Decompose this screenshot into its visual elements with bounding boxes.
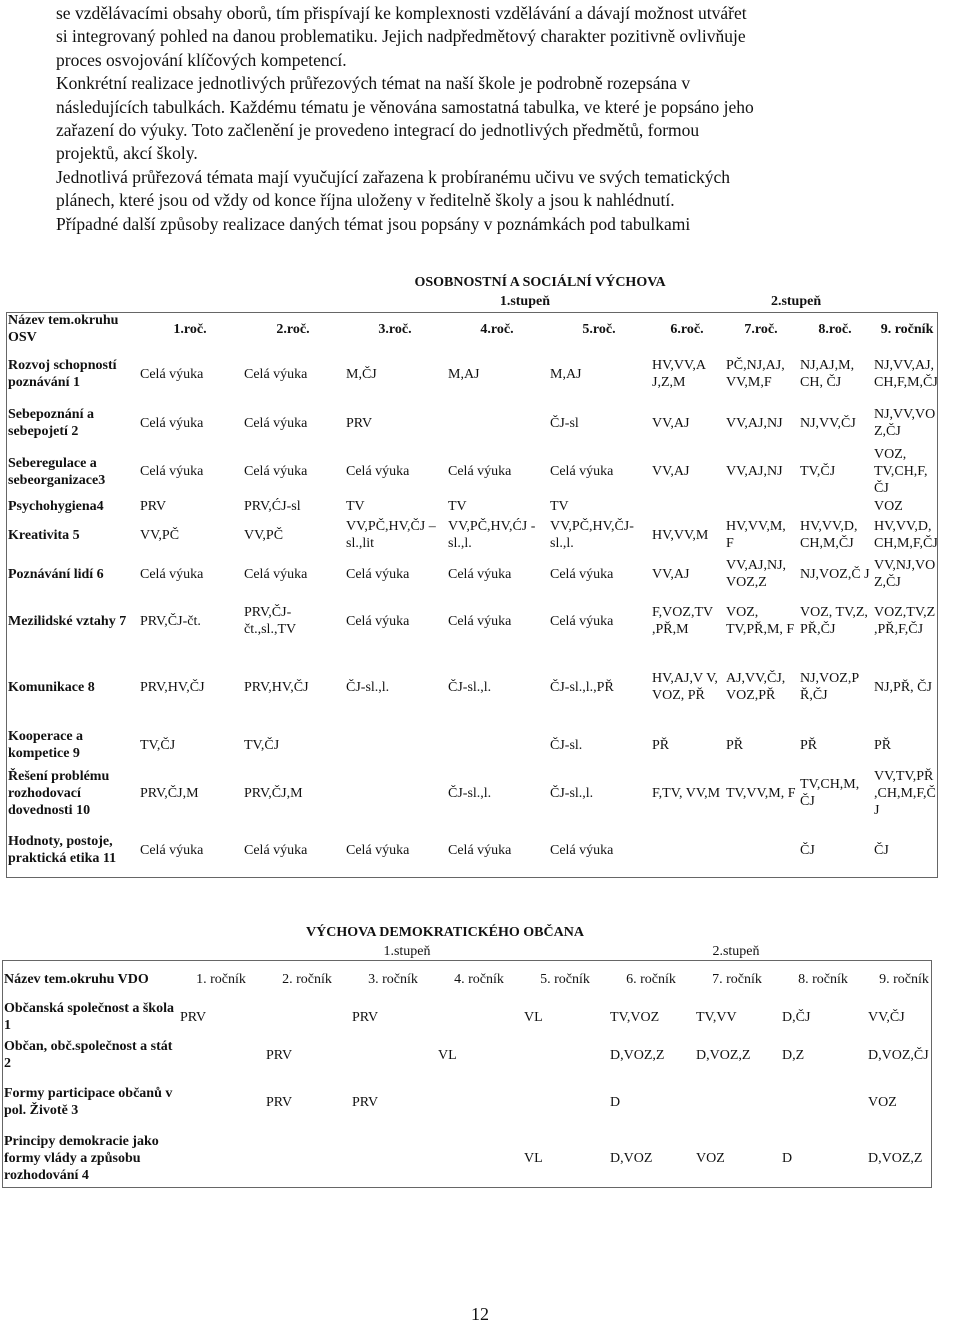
- osv-topic-name: Psychohygiena4: [8, 498, 104, 514]
- vdo-year-header: 7. ročník: [712, 971, 762, 987]
- osv-cell: Celá výuka: [140, 366, 204, 382]
- intro-line: projektů, akcí školy.: [56, 143, 198, 164]
- vdo-year-header: 2. ročník: [282, 971, 332, 987]
- osv-topic-name: Sebepoznání a sebepojetí 2: [8, 407, 94, 439]
- vdo-table-frame: [2, 960, 932, 1188]
- vdo-topic-name: Občanská společnost a škola 1: [4, 1001, 174, 1033]
- osv-cell: TV,ČJ: [140, 737, 176, 753]
- osv-cell: VV,TV,PŘ ,CH,M,F,Č J: [874, 768, 936, 818]
- osv-topic-name: Mezilidské vztahy 7: [8, 613, 127, 629]
- vdo-year-header: 8. ročník: [798, 971, 848, 987]
- osv-cell: Celá výuka: [550, 842, 614, 858]
- vdo-cell: PRV: [180, 1009, 207, 1025]
- osv-cell: NJ,VOZ,Č J: [800, 566, 870, 582]
- osv-cell: Celá výuka: [244, 415, 308, 431]
- osv-cell: ČJ-sl.,l.,PŘ: [550, 679, 614, 695]
- osv-cell: PRV,HV,ČJ: [140, 679, 205, 695]
- osv-year-header: 4.roč.: [480, 321, 514, 337]
- osv-cell: ČJ-sl.,l.: [448, 679, 492, 695]
- osv-cell: Celá výuka: [140, 842, 204, 858]
- osv-year-header: 8.roč.: [818, 321, 852, 337]
- vdo-cell: PRV: [266, 1094, 293, 1110]
- vdo-cell: VOZ: [696, 1150, 725, 1166]
- intro-line: se vzdělávacími obsahy oborů, tím přispívají ke komplexnosti vzdělávání a dávají možnost utvářet: [56, 3, 747, 23]
- osv-cell: TV,VV,M, F: [726, 785, 796, 801]
- osv-cell: NJ,PŘ, ČJ: [874, 679, 932, 695]
- osv-cell: VV,PČ,HV,ČJ – sl.,lit: [346, 519, 436, 551]
- vdo-cell: D,VOZ,Z: [610, 1047, 665, 1063]
- osv-cell: PRV,ČJ,M: [140, 785, 199, 801]
- osv-cell: Celá výuka: [346, 566, 410, 582]
- osv-year-header: 9. ročník: [880, 321, 934, 337]
- osv-cell: VV,AJ,NJ: [726, 464, 783, 479]
- osv-cell: PRV: [346, 415, 373, 431]
- osv-cell: TV,ČJ: [244, 737, 280, 753]
- osv-cell: NJ,VV,VO Z,ČJ: [874, 407, 936, 439]
- osv-cell: Celá výuka: [550, 464, 614, 479]
- osv-cell: Celá výuka: [448, 566, 512, 582]
- osv-cell: PŘ: [652, 737, 670, 753]
- osv-cell: M,AJ: [550, 366, 582, 382]
- osv-cell: Celá výuka: [448, 464, 512, 479]
- intro-line: následujících tabulkách. Každému tématu je věnována samostatná tabulka, ve které je popsáno jeho: [56, 96, 754, 117]
- osv-title: OSOBNOSTNÍ A SOCIÁLNÍ VÝCHOVA: [414, 274, 666, 290]
- osv-cell: ČJ-sl.,l.: [550, 785, 594, 801]
- osv-cell: VV,AJ: [652, 415, 690, 431]
- osv-stage1: 1.stupeň: [499, 293, 550, 309]
- osv-cell: PŘ: [874, 737, 892, 753]
- vdo-year-header: 3. ročník: [368, 971, 418, 987]
- vdo-cell: VOZ: [868, 1094, 897, 1110]
- osv-cell: HV,VV,M: [652, 527, 709, 543]
- osv-cell: F,TV, VV,M: [652, 785, 721, 801]
- intro-text: [56, 2, 936, 236]
- vdo-topic-name: Občan, obč.společnost a stát 2: [4, 1039, 173, 1071]
- vdo-cell: VV,ČJ: [868, 1009, 905, 1025]
- osv-cell: HV,VV,M, F: [726, 519, 786, 551]
- osv-cell: VOZ, TV,PŘ,M, F: [726, 605, 795, 637]
- intro-line: plánech, které jsou od vždy od konce října uloženy v ředitelně školy a jsou k nahlédnutí.: [56, 190, 675, 211]
- osv-year-header: 3.roč.: [378, 321, 412, 337]
- osv-cell: Celá výuka: [550, 566, 614, 582]
- vdo-cell: TV,VOZ: [610, 1009, 660, 1025]
- osv-cell: HV,AJ,V V, VOZ, PŘ: [652, 671, 718, 703]
- osv-cell: Celá výuka: [244, 366, 308, 382]
- osv-cell: VV,PČ,HV,ĆJ -sl.,l.: [448, 519, 536, 551]
- osv-cell: PŘ: [726, 737, 744, 753]
- osv-cell: TV: [550, 498, 569, 514]
- vdo-cell: D,Z: [782, 1047, 805, 1063]
- osv-cell: VV,PČ,HV,ČJ-sl.,l.: [550, 519, 634, 551]
- intro-line: Konkrétní realizace jednotlivých průřezových témat na naší škole je podrobně rozepsána v: [56, 73, 691, 94]
- osv-cell: PRV,HV,ČJ: [244, 679, 309, 695]
- vdo-cell: PRV: [352, 1094, 379, 1110]
- vdo-topic-name: Principy demokracie jako formy vlády a způsobu rozhodování 4: [4, 1133, 159, 1183]
- osv-cell: Celá výuka: [140, 415, 204, 431]
- osv-cell: ČJ-sl.,l.: [346, 679, 390, 695]
- intro-line: proces osvojování klíčových kompetencí.: [56, 49, 347, 70]
- vdo-cell: PRV: [352, 1009, 379, 1025]
- vdo-cell: D,VOZ,Z: [868, 1150, 923, 1166]
- osv-year-header: 2.roč.: [276, 321, 310, 337]
- vdo-cell: D,VOZ,ČJ: [868, 1047, 929, 1063]
- osv-cell: Celá výuka: [244, 566, 308, 582]
- intro-line: Jednotlivá průřezová témata mají vyučující zařazena k probíranému učivu ve svých tematických: [56, 166, 730, 187]
- osv-topic-name: Rozvoj schopností poznávání 1: [8, 358, 117, 390]
- osv-cell: Celá výuka: [244, 842, 308, 858]
- osv-stage2: 2.stupeň: [770, 293, 822, 309]
- vdo-stage2: 2.stupeň: [712, 943, 760, 959]
- osv-topic-name: Poznávání lidí 6: [8, 566, 104, 582]
- osv-cell: Celá výuka: [550, 613, 614, 629]
- osv-cell: F,VOZ,TV ,PŘ,M: [652, 605, 713, 637]
- osv-cell: VOZ,TV,Z ,PŘ,F,ČJ: [874, 605, 936, 637]
- osv-cell: Celá výuka: [140, 566, 204, 582]
- osv-cell: ČJ: [874, 842, 889, 858]
- osv-cell: Celá výuka: [448, 842, 512, 858]
- osv-cell: NJ,VV,AJ, CH,F,M,ČJ: [874, 358, 938, 390]
- vdo-year-header: 6. ročník: [626, 971, 676, 987]
- osv-table-frame: [6, 312, 938, 878]
- osv-cell: VV,AJ: [652, 464, 690, 479]
- osv-topic-name: Kooperace a kompetice 9: [8, 729, 84, 761]
- osv-cell: TV: [448, 498, 467, 514]
- osv-year-header: 6.roč.: [670, 321, 704, 337]
- vdo-cell: PRV: [266, 1047, 293, 1063]
- osv-cell: TV,CH,M, ČJ: [800, 777, 860, 809]
- vdo-cell: D: [610, 1094, 621, 1110]
- vdo-stage1: 1.stupeň: [383, 943, 431, 959]
- osv-cell: VOZ, TV,CH,F, ČJ: [874, 447, 928, 496]
- osv-cell: VV,PČ: [244, 527, 284, 543]
- vdo-year-header: 5. ročník: [540, 971, 590, 987]
- vdo-cell: D: [782, 1150, 793, 1166]
- osv-cell: ČJ-sl: [550, 415, 579, 431]
- osv-name-header: Název tem.okruhu OSV: [8, 313, 119, 345]
- osv-cell: NJ,AJ,M, CH, ČJ: [800, 358, 855, 390]
- osv-cell: M,AJ: [448, 366, 480, 382]
- osv-cell: Celá výuka: [346, 842, 410, 858]
- vdo-cell: D,VOZ: [610, 1150, 653, 1166]
- osv-year-header: 5.roč.: [582, 321, 616, 337]
- osv-cell: M,ČJ: [346, 366, 377, 382]
- osv-cell: PRV,ĆJ-sl: [244, 498, 301, 514]
- osv-topic-name: Hodnoty, postoje, praktická etika 11: [8, 834, 117, 866]
- osv-cell: HV,VV,D, CH,M,F,ČJ: [874, 519, 938, 551]
- osv-cell: Celá výuka: [346, 613, 410, 629]
- osv-cell: VV,AJ,NJ, VOZ,Z: [726, 558, 787, 590]
- vdo-year-header: 9. ročník: [879, 971, 929, 987]
- osv-cell: PRV: [140, 498, 167, 514]
- vdo-cell: VL: [524, 1150, 543, 1166]
- osv-cell: PRV,ČJ,M: [244, 785, 303, 801]
- osv-cell: VV,AJ,NJ: [726, 415, 783, 431]
- osv-cell: Celá výuka: [448, 613, 512, 629]
- osv-cell: VOZ: [874, 498, 903, 514]
- osv-cell: VV,NJ,VO Z,ČJ: [874, 558, 936, 590]
- osv-topic-name: Seberegulace a sebeorganizace3: [8, 455, 106, 488]
- osv-cell: Celá výuka: [346, 464, 410, 479]
- vdo-cell: TV,VV: [696, 1009, 737, 1025]
- osv-year-header: 1.roč.: [173, 321, 207, 337]
- vdo-cell: D,VOZ,Z: [696, 1047, 751, 1063]
- osv-cell: PRV,ČJ-čt.,sl.,TV: [244, 605, 297, 637]
- osv-topic-name: Řešení problému rozhodovací dovednosti 10: [8, 768, 110, 818]
- vdo-year-header: 4. ročník: [454, 971, 504, 987]
- vdo-name-header: Název tem.okruhu VDO: [4, 971, 149, 987]
- vdo-cell: VL: [438, 1047, 457, 1063]
- intro-line: Případné další způsoby realizace daných témat jsou popsány v poznámkách pod tabulkami: [56, 213, 691, 234]
- vdo-cell: VL: [524, 1009, 543, 1025]
- osv-cell: ČJ-sl.,l.: [448, 785, 492, 801]
- osv-cell: VV,PČ: [140, 527, 180, 543]
- osv-cell: ČJ-sl.: [550, 737, 583, 753]
- osv-cell: HV,VV,A J,Z,M: [652, 358, 706, 390]
- page-number: 12: [471, 1304, 489, 1324]
- vdo-cell: D,ČJ: [782, 1009, 811, 1025]
- osv-cell: PČ,NJ,AJ, VV,M,F: [726, 358, 785, 390]
- vdo-year-header: 1. ročník: [196, 971, 246, 987]
- osv-cell: AJ,VV,ČJ, VOZ,PŘ: [726, 671, 786, 703]
- vdo-topic-name: Formy participace občanů v pol. Životě 3: [4, 1086, 173, 1118]
- osv-cell: Celá výuka: [244, 464, 308, 479]
- osv-cell: PRV,ČJ-čt.: [140, 613, 201, 629]
- osv-cell: NJ,VOZ,P Ř,ČJ: [800, 671, 859, 703]
- osv-cell: TV: [346, 498, 365, 514]
- osv-cell: TV,ČJ: [800, 464, 836, 479]
- intro-line: zařazení do výuky. Toto začlenění je provedeno integrací do jednotlivých předmětů, formou: [56, 120, 700, 141]
- osv-cell: NJ,VV,ČJ: [800, 415, 856, 431]
- osv-year-header: 7.roč.: [744, 321, 778, 337]
- osv-cell: Celá výuka: [140, 464, 204, 479]
- osv-cell: ČJ: [800, 842, 815, 858]
- osv-topic-name: Komunikace 8: [8, 679, 95, 695]
- osv-cell: VV,AJ: [652, 566, 690, 582]
- osv-topic-name: Kreativita 5: [8, 527, 80, 543]
- osv-cell: PŘ: [800, 737, 818, 753]
- intro-line: si integrovaný pohled na danou problematiku. Jejich nadpředmětový charakter pozitivně ovlivňuje: [56, 26, 746, 47]
- vdo-title: VÝCHOVA DEMOKRATICKÉHO OBČANA: [306, 924, 584, 940]
- osv-cell: HV,VV,D, CH,M,ČJ: [800, 519, 858, 551]
- osv-cell: VOZ, TV,Z, PŘ,ČJ: [800, 605, 868, 637]
